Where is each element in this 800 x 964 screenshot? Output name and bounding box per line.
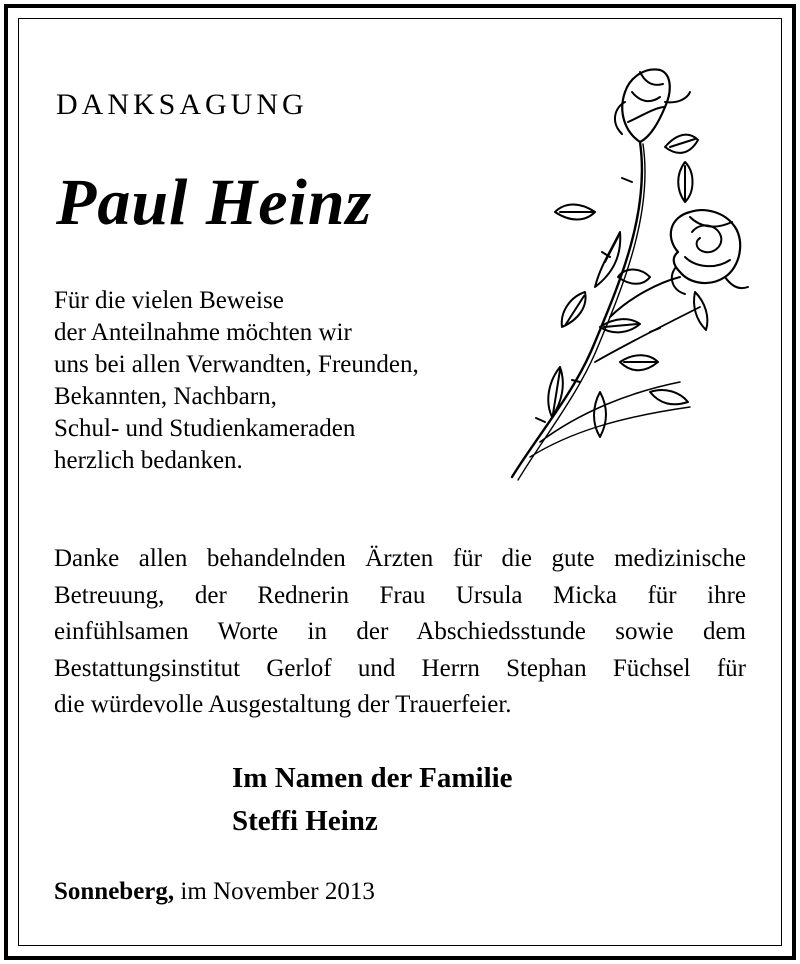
footer-date: im November 2013 xyxy=(174,878,375,905)
place-date-line xyxy=(54,878,375,906)
intro-line: Bekannten, Nachbarn, xyxy=(54,383,277,410)
deceased-name: Paul Heinz xyxy=(56,166,373,239)
body-line: die würdevolle Ausgestaltung der Trauerfeier. xyxy=(54,691,512,718)
intro-line: Schul- und Studienkameraden xyxy=(54,415,356,442)
body-line: Betreuung, der Rednerin Frau Ursula Micka für ihre xyxy=(54,581,746,609)
thanks-paragraph xyxy=(54,541,746,724)
intro-line: herzlich bedanken. xyxy=(54,447,243,474)
rose-illustration-icon xyxy=(500,62,750,482)
intro-line: Für die vielen Beweise xyxy=(54,287,284,314)
signature-name: Steffi Heinz xyxy=(232,805,378,837)
signature-line: Im Namen der Familie xyxy=(232,762,513,794)
body-line: Bestattungsinstitut Gerlof und Herrn Stephan Füchsel für xyxy=(54,654,746,682)
intro-line: der Anteilnahme möchten wir xyxy=(54,319,352,346)
signature-block xyxy=(232,757,513,843)
body-line: einfühlsamen Worte in der Abschiedsstunde sowie dem xyxy=(54,618,746,645)
body-line: Danke allen behandelnden Ärzten für die gute medizinische xyxy=(54,545,746,572)
intro-line: uns bei allen Verwandten, Freunden, xyxy=(54,351,419,378)
intro-paragraph xyxy=(54,285,494,477)
notice-heading: DANKSAGUNG xyxy=(56,88,308,121)
footer-place: Sonneberg, xyxy=(54,878,175,905)
